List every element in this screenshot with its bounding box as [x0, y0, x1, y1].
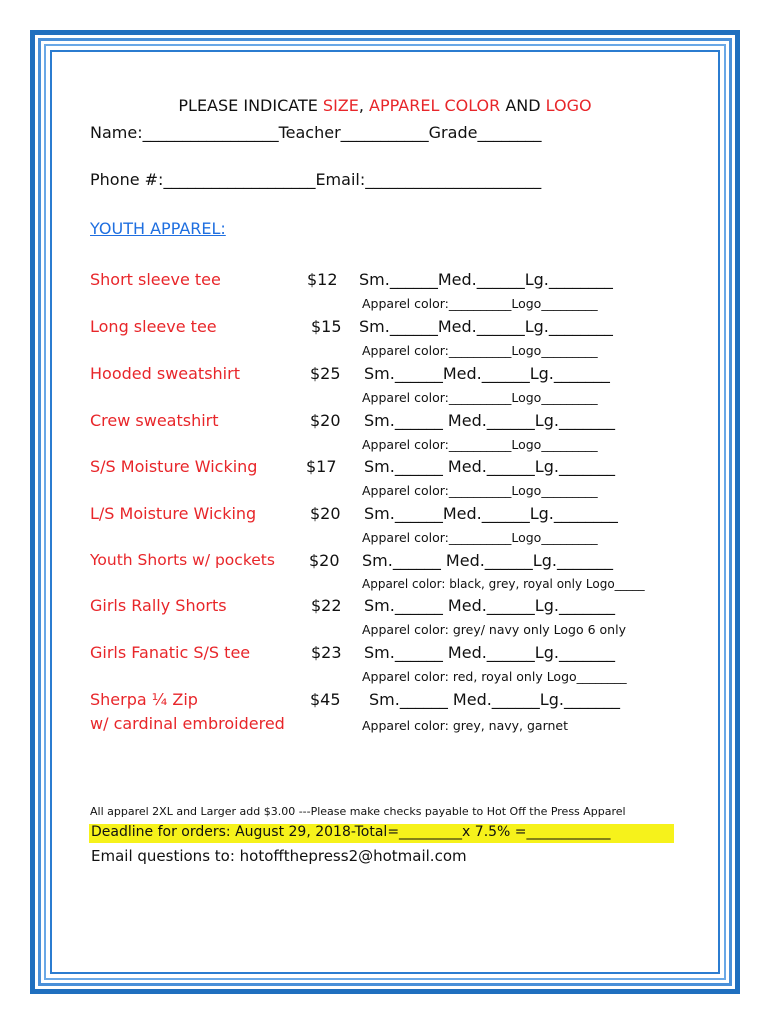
section-title: YOUTH APPAREL:	[90, 219, 226, 238]
item-color-logo[interactable]: Apparel color:__________Logo_________	[362, 437, 598, 452]
item-color-logo[interactable]: Apparel color: grey/ navy only Logo 6 only	[362, 622, 626, 637]
item-color-logo[interactable]: Apparel color:__________Logo_________	[362, 483, 598, 498]
item-price: $20	[309, 551, 340, 570]
item-color-logo[interactable]: Apparel color: black, grey, royal only Logo_____	[362, 577, 645, 591]
item-sizes[interactable]: Sm.______Med.______Lg._______	[364, 364, 610, 383]
item-price: $23	[311, 643, 342, 662]
phone-email-line[interactable]: Phone #:___________________Email:______________________	[90, 170, 542, 189]
item-sizes[interactable]: Sm.______Med.______Lg.________	[364, 504, 618, 523]
item-name: Crew sweatshirt	[90, 411, 219, 430]
page-title: PLEASE INDICATE SIZE, APPAREL COLOR AND LOGO	[178, 96, 592, 115]
item-name-line2: w/ cardinal embroidered	[90, 714, 285, 733]
footer-note: All apparel 2XL and Larger add $3.00 ---Please make checks payable to Hot Off the Press Apparel	[90, 805, 626, 818]
name-teacher-grade-line[interactable]: Name:_________________Teacher___________Grade________	[90, 123, 542, 142]
deadline-line[interactable]: Deadline for orders: August 29, 2018-Total=_________x 7.5% =____________	[91, 824, 611, 840]
item-sizes[interactable]: Sm.______ Med.______Lg._______	[369, 690, 620, 709]
item-sizes[interactable]: Sm.______ Med.______Lg._______	[364, 411, 615, 430]
item-price: $22	[311, 596, 342, 615]
item-price: $17	[306, 457, 337, 476]
item-name: S/S Moisture Wicking	[90, 457, 258, 476]
item-color-logo[interactable]: Apparel color:__________Logo_________	[362, 390, 598, 405]
item-sizes[interactable]: Sm.______ Med.______Lg._______	[362, 551, 613, 570]
item-sizes[interactable]: Sm.______Med.______Lg.________	[359, 317, 613, 336]
title-logo: LOGO	[545, 96, 592, 115]
item-name: Youth Shorts w/ pockets	[90, 551, 275, 569]
item-sizes[interactable]: Sm.______ Med.______Lg._______	[364, 643, 615, 662]
item-sizes[interactable]: Sm.______ Med.______Lg._______	[364, 596, 615, 615]
item-price: $25	[310, 364, 341, 383]
item-name: Girls Rally Shorts	[90, 596, 227, 615]
item-name: L/S Moisture Wicking	[90, 504, 257, 523]
item-sizes[interactable]: Sm.______Med.______Lg.________	[359, 270, 613, 289]
item-name: Hooded sweatshirt	[90, 364, 240, 383]
title-apparel-color: APPAREL COLOR	[369, 96, 501, 115]
item-color-logo[interactable]: Apparel color:__________Logo_________	[362, 530, 598, 545]
email-questions: Email questions to: hotoffthepress2@hotmail.com	[91, 847, 467, 865]
item-name: Long sleeve tee	[90, 317, 217, 336]
item-name: Sherpa ¼ Zip	[90, 690, 198, 709]
item-color-logo[interactable]: Apparel color:__________Logo_________	[362, 343, 598, 358]
item-price: $20	[310, 411, 341, 430]
item-color-logo[interactable]: Apparel color:__________Logo_________	[362, 296, 598, 311]
item-price: $45	[310, 690, 341, 709]
title-size: SIZE	[322, 96, 359, 115]
item-sizes[interactable]: Sm.______ Med.______Lg._______	[364, 457, 615, 476]
item-price: $12	[307, 270, 338, 289]
item-name: Short sleeve tee	[90, 270, 221, 289]
item-price: $15	[311, 317, 342, 336]
item-price: $20	[310, 504, 341, 523]
item-color-logo: Apparel color: grey, navy, garnet	[362, 718, 569, 733]
item-color-logo[interactable]: Apparel color: red, royal only Logo________	[362, 669, 627, 684]
item-name: Girls Fanatic S/S tee	[90, 643, 251, 662]
